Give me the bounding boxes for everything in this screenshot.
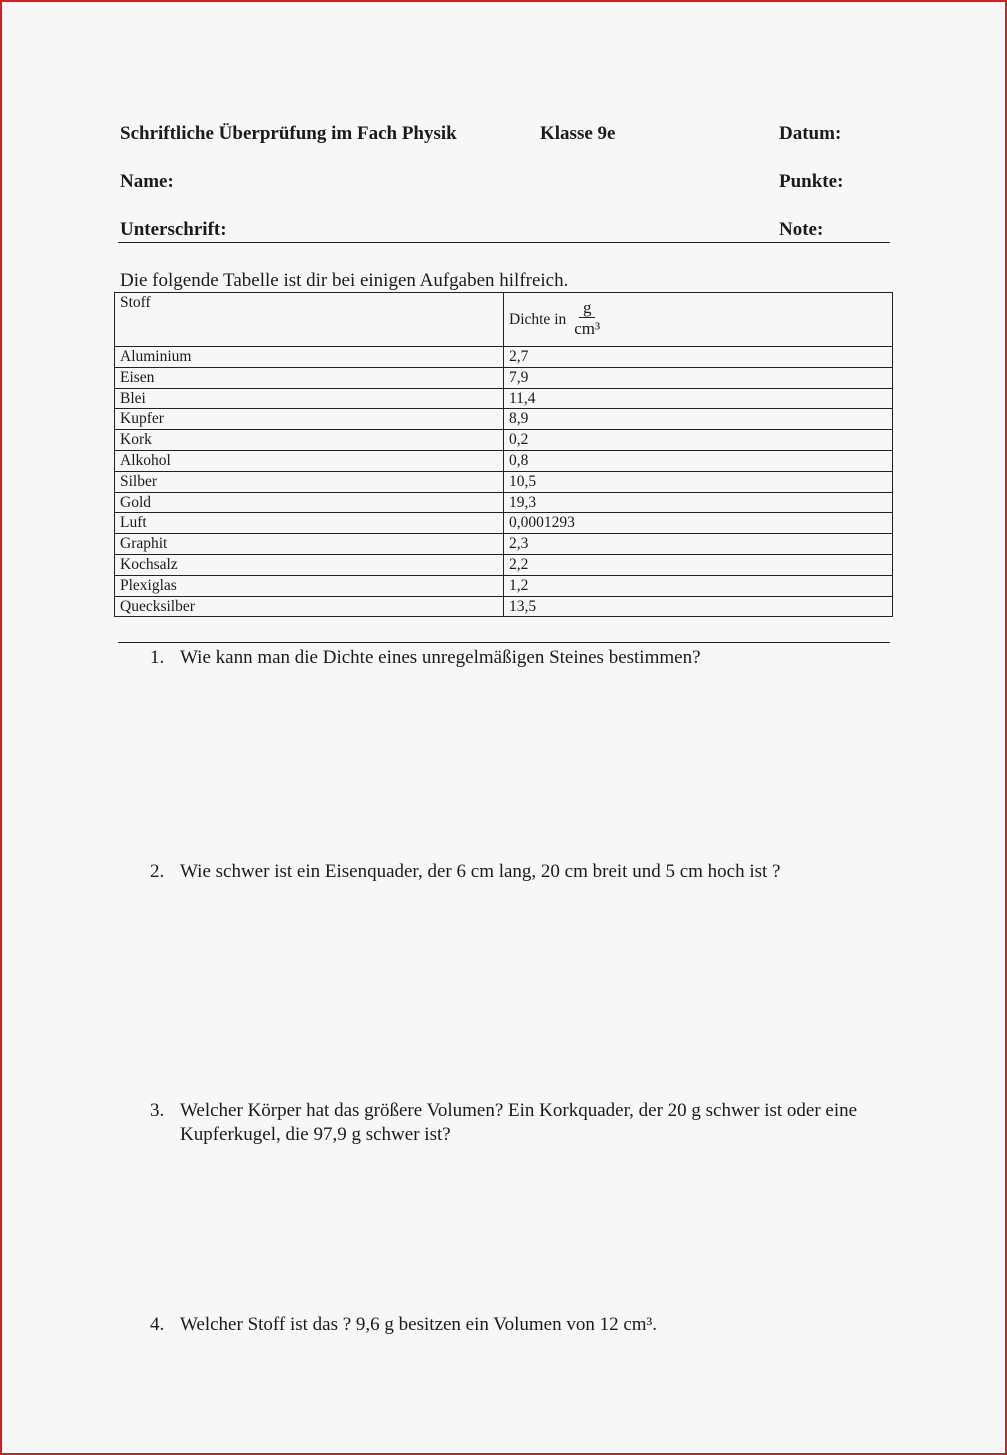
cell-dichte: 2,2 bbox=[504, 554, 893, 575]
question-text: Wie schwer ist ein Eisenquader, der 6 cm lang, 20 cm breit und 5 cm hoch ist ? bbox=[180, 861, 781, 882]
table-row bbox=[115, 471, 893, 492]
table-row bbox=[115, 575, 893, 596]
table-row bbox=[115, 430, 893, 451]
cell-stoff: Kochsalz bbox=[115, 554, 504, 575]
table-row bbox=[115, 388, 893, 409]
signature-label: Unterschrift: bbox=[120, 219, 227, 240]
header-dichte-label: Dichte in bbox=[509, 311, 567, 328]
table-row bbox=[115, 596, 893, 617]
table-header-row bbox=[115, 293, 893, 347]
question-text: Wie kann man die Dichte eines unregelmäßigen Steines bestimmen? bbox=[180, 647, 701, 668]
question-number: 3. bbox=[150, 1100, 165, 1121]
class-label: Klasse 9e bbox=[540, 123, 616, 144]
header-dichte bbox=[504, 293, 893, 347]
unit-numerator: g bbox=[579, 299, 596, 318]
header-stoff bbox=[115, 293, 504, 347]
table-row bbox=[115, 554, 893, 575]
points-label: Punkte: bbox=[779, 171, 844, 192]
table-row bbox=[115, 367, 893, 388]
cell-dichte: 2,3 bbox=[504, 534, 893, 555]
worksheet-title: Schriftliche Überprüfung im Fach Physik bbox=[120, 123, 457, 144]
questions-divider bbox=[118, 642, 890, 643]
question-text: Welcher Körper hat das größere Volumen? Ein Korkquader, der 20 g schwer ist oder eine Kupferkugel, die 97,9 g schwer ist? bbox=[180, 1100, 858, 1145]
cell-stoff: Aluminium bbox=[115, 347, 504, 368]
cell-dichte: 19,3 bbox=[504, 492, 893, 513]
question-number: 1. bbox=[150, 647, 165, 668]
cell-stoff: Alkohol bbox=[115, 450, 504, 471]
question-number: 4. bbox=[150, 1314, 165, 1335]
cell-stoff: Graphit bbox=[115, 534, 504, 555]
cell-stoff: Kork bbox=[115, 430, 504, 451]
grade-label: Note: bbox=[779, 219, 824, 240]
cell-dichte: 11,4 bbox=[504, 388, 893, 409]
header-stoff-label: Stoff bbox=[120, 294, 151, 311]
table-row bbox=[115, 534, 893, 555]
cell-stoff: Silber bbox=[115, 471, 504, 492]
date-label: Datum: bbox=[779, 123, 842, 144]
table-intro: Die folgende Tabelle ist dir bei einigen Aufgaben hilfreich. bbox=[120, 270, 569, 291]
cell-dichte: 0,0001293 bbox=[504, 513, 893, 534]
table-row bbox=[115, 492, 893, 513]
cell-stoff: Quecksilber bbox=[115, 596, 504, 617]
density-table bbox=[114, 292, 893, 617]
cell-dichte: 0,8 bbox=[504, 450, 893, 471]
cell-stoff: Gold bbox=[115, 492, 504, 513]
unit-denominator: cm³ bbox=[574, 319, 601, 338]
question-2 bbox=[150, 860, 880, 884]
cell-stoff: Plexiglas bbox=[115, 575, 504, 596]
cell-stoff: Blei bbox=[115, 388, 504, 409]
name-label: Name: bbox=[120, 171, 174, 192]
question-text: Welcher Stoff ist das ? 9,6 g besitzen ein Volumen von 12 cm³. bbox=[180, 1314, 657, 1335]
cell-dichte: 1,2 bbox=[504, 575, 893, 596]
table-row bbox=[115, 409, 893, 430]
cell-dichte: 7,9 bbox=[504, 367, 893, 388]
question-3 bbox=[150, 1099, 880, 1147]
cell-dichte: 10,5 bbox=[504, 471, 893, 492]
table-row bbox=[115, 513, 893, 534]
table-row bbox=[115, 347, 893, 368]
cell-dichte: 13,5 bbox=[504, 596, 893, 617]
cell-dichte: 2,7 bbox=[504, 347, 893, 368]
question-1 bbox=[150, 646, 880, 670]
header-divider bbox=[118, 242, 890, 243]
cell-stoff: Kupfer bbox=[115, 409, 504, 430]
table-row bbox=[115, 450, 893, 471]
question-4 bbox=[150, 1313, 880, 1337]
cell-dichte: 8,9 bbox=[504, 409, 893, 430]
cell-dichte: 0,2 bbox=[504, 430, 893, 451]
cell-stoff: Luft bbox=[115, 513, 504, 534]
unit-fraction bbox=[574, 299, 600, 340]
question-number: 2. bbox=[150, 861, 165, 882]
cell-stoff: Eisen bbox=[115, 367, 504, 388]
